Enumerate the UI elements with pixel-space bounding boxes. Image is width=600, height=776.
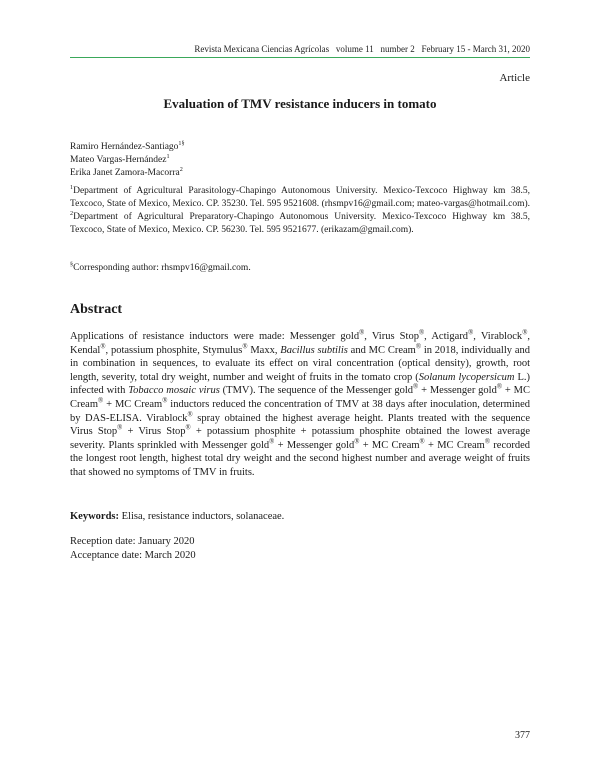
author-name: Ramiro Hernández-Santiago [70, 142, 179, 152]
abstract-text-segment: L.) infected with [70, 371, 530, 397]
page-number: 377 [515, 730, 530, 741]
abstract-text-segment: inductors reduced the concentration of TMV at 38 days after inoculation, determined by DAS-ELISA. Virablock [70, 398, 530, 424]
abstract-text-segment: Maxx, [247, 344, 281, 356]
registered-trademark-mark: ® [419, 438, 425, 446]
keywords [70, 511, 284, 522]
corresponding-mark: § [70, 261, 74, 268]
abstract-text-segment: and MC Cream [347, 344, 416, 356]
author-affiliation-mark: 1§ [178, 140, 185, 147]
registered-trademark-mark: ® [354, 438, 360, 446]
abstract-text-segment: + MC Cream [424, 439, 485, 451]
registered-trademark-mark: ® [468, 329, 474, 337]
author-name: Erika Janet Zamora-Macorra [70, 168, 180, 178]
registered-trademark-mark: ® [413, 383, 419, 391]
registered-trademark-mark: ® [98, 397, 104, 405]
abstract-text-segment: in 2018, individually and in combination in sequences, to evaluate its effect on viral concentration (optical density), growth, root length, severity, total dry weight, number and weight of fruits in the tomato crop ( [70, 344, 530, 383]
scientific-name: Bacillus subtilis [280, 344, 348, 356]
journal-number: number 2 [380, 44, 415, 54]
dates [70, 535, 196, 563]
abstract-text-segment: , Kendal [70, 331, 530, 356]
scientific-name: Solanum lycopersicum [418, 371, 515, 383]
reception-date: Reception date: January 2020 [70, 536, 195, 547]
registered-trademark-mark: ® [162, 397, 168, 405]
author-name: Mateo Vargas-Hernández [70, 155, 167, 165]
affiliation-text: Department of Agricultural Preparatory-Chapingo Autonomous University. Mexico-Texcoco Highway km 38.5, Texcoco, State of Mexico, Mexico. CP. 56230. Tel. 595 9521677. (erikazam@gmail.com). [70, 212, 530, 235]
abstract-text-segment: (TMV). The sequence of the Messenger gold [219, 385, 414, 397]
scientific-name: Tobacco mosaic virus [128, 385, 220, 397]
author [70, 154, 185, 167]
author-list [70, 141, 185, 180]
registered-trademark-mark: ® [359, 329, 365, 337]
registered-trademark-mark: ® [117, 424, 123, 432]
article-type-label: Article [499, 72, 530, 84]
paper-title: Evaluation of TMV resistance inducers in tomato [163, 96, 437, 111]
affiliations [70, 185, 530, 237]
author-affiliation-mark: 2 [179, 166, 183, 173]
abstract-heading: Abstract [70, 302, 123, 317]
abstract-text-segment: , Virablock [473, 331, 523, 342]
registered-trademark-mark: ® [484, 438, 491, 446]
abstract-text-segment: , potassium phosphite, Stymulus [105, 344, 243, 356]
registered-trademark-mark: ® [522, 329, 528, 337]
keywords-text: Elisa, resistance inductors, solanaceae. [119, 511, 285, 522]
registered-trademark-mark: ® [187, 411, 193, 419]
journal-volume: volume 11 [335, 44, 374, 54]
abstract-body [70, 330, 530, 480]
registered-trademark-mark: ® [415, 343, 421, 351]
journal-name: Revista Mexicana Ciencias Agrícolas [194, 44, 330, 54]
abstract-text-segment: + MC Cream [70, 385, 531, 410]
abstract-text-segment: spray obtained the highest average height. Plants treated with the sequence Virus Stop [70, 412, 530, 438]
registered-trademark-mark: ® [496, 383, 503, 391]
registered-trademark-mark: ® [242, 343, 248, 351]
header-divider [70, 57, 530, 58]
registered-trademark-mark: ® [418, 329, 425, 337]
abstract-text-segment: + Messenger gold [418, 385, 497, 397]
acceptance-date: Acceptance date: March 2020 [70, 550, 196, 561]
abstract-text-segment: , Actigard [424, 331, 469, 342]
affiliation-mark: 1 [70, 184, 74, 191]
affiliation-mark: 2 [70, 210, 74, 217]
author [70, 167, 185, 180]
author [70, 141, 185, 154]
registered-trademark-mark: ® [269, 438, 275, 446]
abstract-text-segment: , Virus Stop [364, 331, 419, 342]
running-header [70, 44, 530, 54]
author-affiliation-mark: 1 [166, 153, 170, 160]
journal-period: February 15 - March 31, 2020 [421, 44, 530, 54]
keywords-label: Keywords: [70, 511, 119, 522]
abstract-text-segment: + potassium phosphite + potassium phosphite obtained the lowest average severity. Plants sprinkled with Messenger gold [70, 426, 530, 451]
affiliation-text: Department of Agricultural Parasitology-Chapingo Autonomous University. Mexico-Texcoco Highway km 38.5, Texcoco, State of Mexico, Mexico. CP. 35230. Tel. 595 9521608. (rhsmpv16@gmail.com; mateo-vargas@hotmail.com). [70, 186, 530, 209]
abstract-text-segment: Applications of resistance inductors were made: Messenger gold [70, 331, 360, 342]
registered-trademark-mark: ® [100, 343, 106, 351]
corresponding-text: Corresponding author: rhsmpv16@gmail.com. [73, 263, 251, 273]
corresponding-author [70, 263, 251, 273]
registered-trademark-mark: ® [185, 424, 191, 432]
abstract-text-segment: + Messenger gold [274, 439, 355, 451]
abstract-text-segment: + MC Cream [359, 439, 420, 451]
abstract-text-segment: + MC Cream [103, 398, 163, 410]
abstract-text-segment: + Virus Stop [122, 426, 186, 438]
abstract-text-segment: recorded the longest root length, highest total dry weight and the second highest number and average weight of fruits that showed no symptoms of TMV in fruits. [70, 439, 531, 478]
